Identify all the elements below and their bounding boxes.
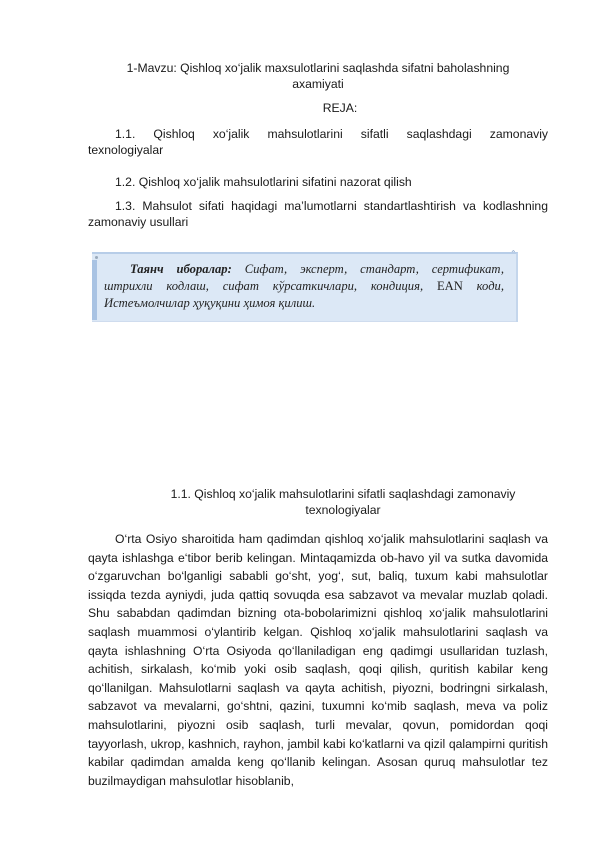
keywords-ean: EAN: [436, 279, 463, 293]
keywords-list: Сифат, эксперт, стандарт, сертификат, штрихли кодлаш, сифат кўрсаткичлари, кондиция,: [104, 262, 504, 293]
plan-item-1-line-1: [88, 126, 548, 142]
keywords-text: [104, 261, 504, 312]
keywords-label: Таянч иборалар:: [130, 262, 232, 276]
title-line-2: axamiyati: [292, 77, 344, 91]
section-heading-line-1: 1.1. Qishloq xo‘jalik mahsulotlarini sifatli saqlashdagi zamonaviy: [170, 487, 516, 501]
anchor-dot-icon: [95, 256, 98, 259]
plan-item-1-word: xo‘jalik: [212, 127, 250, 141]
plan-item-1-word: sifatli: [360, 127, 389, 141]
title-line-1: 1-Mavzu: Qishloq xo‘jalik maxsulotlarini saqlashda sifatni baholashning: [126, 61, 510, 75]
keywords-tail: коди, Истеъмолчилар ҳуқуқини ҳимоя қилиш.: [104, 279, 505, 310]
plan-item-1-word: 1.1.: [115, 127, 136, 141]
keywords-box-border: [92, 260, 97, 320]
section-heading-line-2: texnologiyalar: [305, 503, 381, 517]
plan-item-1-word: zamonaviy: [489, 127, 549, 141]
plan-item-3: 1.3. Mahsulot sifati haqidagi ma’lumotlarni standartlashtirish va kodlashning zamonaviy usullari: [88, 199, 548, 229]
body-paragraph: O‘rta Osiyo sharoitida ham qadimdan qishloq xo‘jalik mahsulotlarini saqlash va qayta ishlashga e‘tibor berib kelingan. Mintaqamizda ob-havo yil va sutka davomida o‘zgaruvchan bo‘lganligi sababli go‘sht, yog‘, sut, baliq, tuxum kabi mahsulotlar issiqda tezda ayniydi, juda qattiq sovuqda esa sabzavot va mevalar muzlab qoladi. Shu sababdan qadimdan bizning ota-bobolarimizni qishloq xo‘jalik mahsulotlarini saqlash muammosi o‘ylantirib kelgan. Qishloq xo‘jalik mahsulotlarini saqlash va qayta ishlashning O‘rta Osiyoda qo‘llaniladigan eng qadimgi usullaridan tuzlash, achitish, sirkalash, ko‘mib yoki osib saqlash, qoqi qilish, quritish kabilar keng qo‘llanilgan. Mahsulotlarni saqlash va qayta achitish, piyozni, bodringni sirkalash, sabzavot va mevalarni, go‘shtni, qazini, tuxumni ko‘mib saqlash, meva va poliz mahsulotlarini, piyozni osib saqlash, turli mevalar, qovun, pomidordan qoqi tayyorlash, ukrop, kashnich, rayhon, jambil kabi ko‘katlarni va qizil qalampirni quritish kabilar qadimdan amalda keng qo‘llanib kelingan. Asosan quruq mahsulotlar tez buzilmaydigan mahsulotlar hisoblanib,: [88, 532, 548, 788]
chevron-up-icon[interactable]: ⌃: [510, 249, 517, 258]
plan-item-1-word: saqlashdagi: [406, 127, 472, 141]
section-heading: [90, 486, 596, 518]
plan-item-1: [88, 126, 548, 158]
plan-item-2: 1.2. Qishloq xo‘jalik mahsulotlarini sifatini nazorat qilish: [115, 175, 412, 189]
plan-item-1-word: Qishloq: [153, 127, 195, 141]
document-title: [90, 60, 546, 92]
plan-item-1-line-2: texnologiyalar: [88, 143, 164, 157]
plan-heading: REJA:: [322, 101, 358, 115]
plan-item-1-word: mahsulotlarini: [267, 127, 343, 141]
